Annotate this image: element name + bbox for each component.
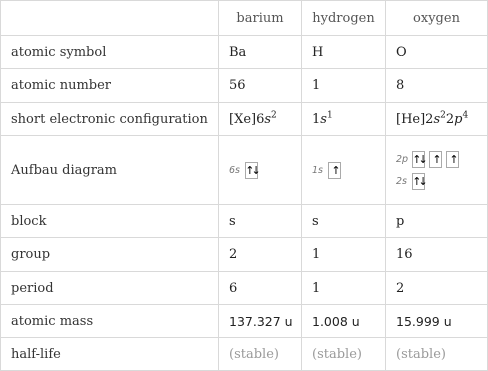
cell-oxygen: O [386, 36, 488, 69]
orbital-label: 2s [396, 175, 407, 187]
config-superscript: 1 [326, 110, 333, 121]
column-header-hydrogen: hydrogen [302, 1, 386, 36]
row-label: short electronic configuration [1, 103, 219, 136]
cell-barium [219, 136, 302, 205]
cell-oxygen: 8 [386, 69, 488, 103]
row-label: atomic symbol [1, 36, 219, 69]
orbital-row [396, 170, 487, 192]
cell-hydrogen: 1 [302, 238, 386, 272]
electron-arrows: ↑↓ [412, 152, 425, 166]
cell-barium: 56 [219, 69, 302, 103]
table-row-period [1, 272, 488, 305]
cell-oxygen: (stable) [386, 338, 488, 371]
table-row-aufbau-diagram [1, 136, 488, 205]
config-orbital: s [264, 111, 272, 127]
orbital-row [396, 148, 487, 170]
cell-oxygen: p [386, 205, 488, 238]
electron-arrows: ↑↓ [412, 174, 425, 188]
table-row-atomic-mass [1, 305, 488, 338]
orbital-box [429, 151, 442, 168]
electron-arrows: ↑ [449, 152, 456, 166]
orbital-label: 1s [312, 164, 323, 176]
row-label: half-life [1, 338, 219, 371]
cell-hydrogen: H [302, 36, 386, 69]
cell-oxygen: 16 [386, 238, 488, 272]
cell-hydrogen: 1 [302, 272, 386, 305]
electron-arrows: ↑ [331, 163, 338, 177]
row-label: atomic mass [1, 305, 219, 338]
cell-hydrogen: 1.008 u [302, 305, 386, 338]
table-row-atomic-symbol [1, 36, 488, 69]
cell-barium [219, 103, 302, 136]
orbital-box [446, 151, 459, 168]
cell-barium: Ba [219, 36, 302, 69]
table-row-group [1, 238, 488, 272]
config-superscript: 2 [271, 110, 277, 121]
table-row-block [1, 205, 488, 238]
cell-barium: 137.327 u [219, 305, 302, 338]
config-superscript: 4 [462, 110, 469, 121]
config-orbital: p [454, 111, 463, 127]
row-label: block [1, 205, 219, 238]
config-core: 1 [312, 111, 321, 127]
cell-barium: 2 [219, 238, 302, 272]
row-label: atomic number [1, 69, 219, 103]
electron-arrows: ↑↓ [245, 163, 258, 177]
row-label: period [1, 272, 219, 305]
config-core: [He]2 [396, 111, 434, 127]
cell-barium: (stable) [219, 338, 302, 371]
row-label: Aufbau diagram [1, 136, 219, 205]
cell-hydrogen: 1 [302, 69, 386, 103]
orbital-box [328, 162, 341, 179]
orbital-row [312, 159, 385, 181]
cell-oxygen: 15.999 u [386, 305, 488, 338]
column-header-barium: barium [219, 1, 302, 36]
orbital-label: 2p [396, 153, 409, 165]
column-header-oxygen: oxygen [386, 1, 488, 36]
orbital-box [412, 151, 425, 168]
table-row-half-life [1, 338, 488, 371]
cell-hydrogen [302, 103, 386, 136]
cell-oxygen [386, 103, 488, 136]
table-row-atomic-number [1, 69, 488, 103]
electron-arrows: ↑ [432, 152, 439, 166]
config-orbital: s [320, 111, 327, 127]
table-row-electronic-configuration [1, 103, 488, 136]
cell-oxygen: 2 [386, 272, 488, 305]
config-core: [Xe]6 [229, 111, 265, 127]
corner-cell [1, 1, 219, 36]
orbital-box [245, 162, 258, 179]
header-row [1, 1, 488, 36]
cell-oxygen [386, 136, 488, 205]
config-orbital: s [433, 111, 441, 127]
config-superscript: 2 [440, 110, 446, 121]
orbital-row [229, 159, 301, 181]
orbital-box [412, 173, 425, 190]
cell-hydrogen: s [302, 205, 386, 238]
cell-barium: 6 [219, 272, 302, 305]
cell-barium: s [219, 205, 302, 238]
cell-hydrogen: (stable) [302, 338, 386, 371]
config-shell: 2 [445, 111, 455, 127]
row-label: group [1, 238, 219, 272]
cell-hydrogen [302, 136, 386, 205]
orbital-label: 6s [229, 164, 240, 176]
